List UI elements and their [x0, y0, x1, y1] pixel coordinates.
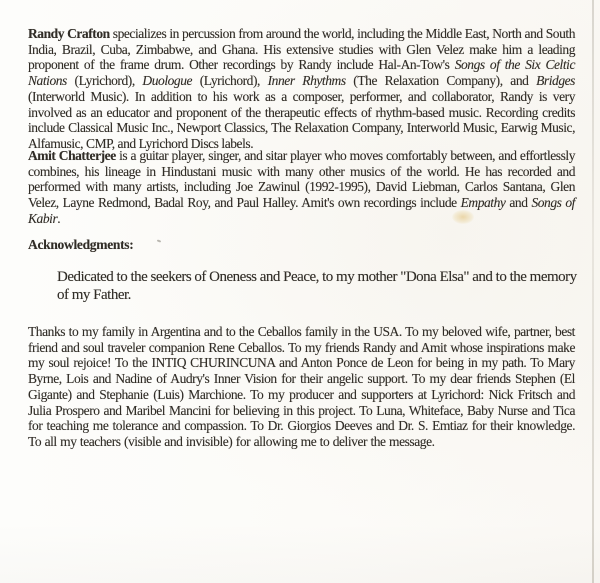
text-segment-normal: is a guitar player, singer, and sitar player who moves comfortably between, and effortlessly combines, his lineage in Hindustani music with many other musics of the world. He has recorded and performed with many artists, including Joe Zawinul (1992-1995), David Liebman, Carlos Santana, Glen Velez, Layne Redmond, Badal Roy, and Paul Halley. Amit's own recordings include [28, 148, 575, 211]
text-segment-italic: Empathy [460, 195, 506, 211]
paper-speck [157, 239, 161, 242]
text-segment-bold: Randy Crafton [28, 26, 110, 41]
text-segment-normal: (Interworld Music). In addition to his work as a composer, performer, and collaborator, Randy is very involved as an educator and proponent of the therapeutic effects of rhythm-based music. Recording credits include Classical Music Inc., Newport Classics, The Relaxation Company, Interworld Music, Earwig Music, Alfamusic, CMP, and Lyrichord Discs labels. [28, 88, 575, 151]
text-segment-normal: (Lyrichord), [192, 73, 268, 89]
paragraph-thanks: Thanks to my family in Argentina and to the Ceballos family in the USA. To my beloved wife, partner, best friend and soul traveler companion Rene Ceballos. To my friends Randy and Amit whose inspirations make my soul rejoice! To the INTIQ CHURINCUNA and Anton Ponce de Leon for being in my path. To Mary Byrne, Lois and Nadine of Audry's Inner Vision for their angelic support. To my dear friends Stephen (El Gigante) and Stephanie (Luis) Marchione. To my producer and supporters at Lyrichord: Nick Fritsch and Julia Prospero and Maribel Mancini for believing in this project. To Luna, Whiteface, Baby Nurse and Tica for teaching me tolerance and compassion. To Dr. Giorgios Deeves and Dr. S. Emtiaz for their knowledge. To all my teachers (visible and invisible) for allowing me to deliver the message. [28, 324, 575, 449]
text-segment-normal: specializes in percussion from around the world, including the Middle East, North and South India, Brazil, Cuba, Zimbabwe, and Ghana. His extensive studies with Glen Velez make him a leading proponent of the frame drum. Other recordings by Randy include Hal-An-Tow's [28, 26, 576, 73]
paragraph-randy-crafton-bio [28, 26, 575, 152]
dedication-text: Dedicated to the seekers of Oneness and Peace, to my mother "Dona Elsa" and to the memory of my Father. [57, 269, 577, 303]
text-segment-normal: (Lyrichord), [66, 73, 143, 89]
acknowledgments-heading: Acknowledgments: [28, 237, 134, 252]
text-segment-bold: Amit Chatterjee [28, 148, 116, 163]
text-segment-normal: (The Relaxation Company), and [345, 73, 537, 89]
text-segment-normal: . [57, 210, 61, 226]
scan-bottom-shade [0, 523, 600, 583]
text-segment-italic: Bridges [536, 73, 575, 89]
text-segment-italic: Inner Rhythms [267, 73, 346, 89]
text-segment-italic: Songs of Kabir [28, 195, 575, 226]
scan-edge-line [592, 0, 594, 583]
paragraph-amit-chatterjee-bio [28, 148, 575, 227]
text-segment-normal: and [505, 195, 532, 211]
text-segment-italic: Songs of the Six Celtic Nations [28, 57, 576, 89]
text-segment-italic: Duologue [142, 73, 193, 89]
